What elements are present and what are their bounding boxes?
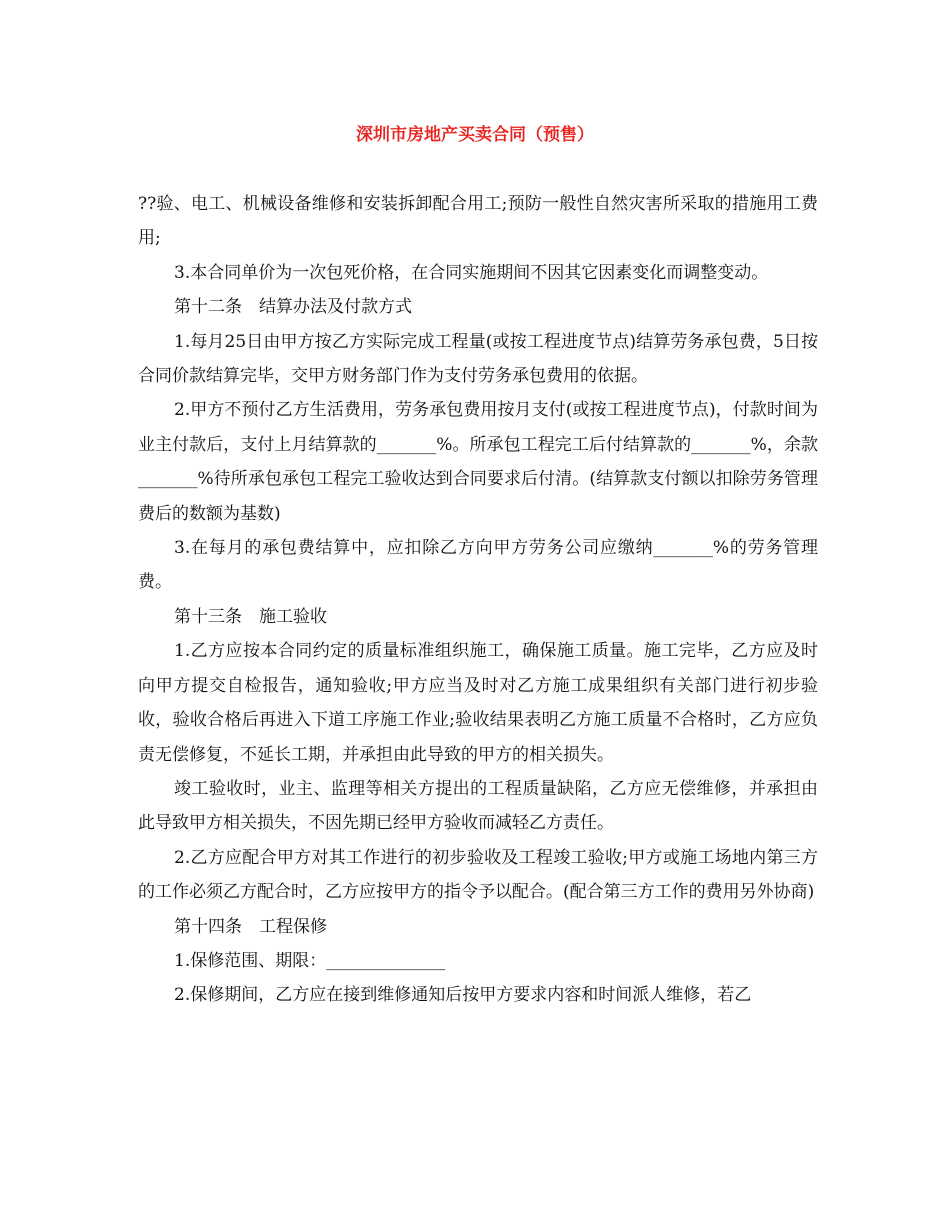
paragraph: 2.乙方应配合甲方对其工作进行的初步验收及工程竣工验收;甲方或施工场地内第三方的工作必须乙方配合时，乙方应按甲方的指令予以配合。(配合第三方工作的费用另外协商) (138, 847, 818, 903)
paragraph: 3.在每月的承包费结算中，应扣除乙方向甲方劳务公司应缴纳_______%的劳务管理费。 (138, 538, 818, 593)
document-body (138, 187, 818, 1013)
document-title: 深圳市房地产买卖合同（预售） (356, 125, 594, 145)
paragraph: 1.保修范围、期限：______________ (174, 950, 446, 971)
section-heading: 第十四条 工程保修 (174, 916, 327, 937)
paragraph: 2.甲方不预付乙方生活费用，劳务承包费用按月支付(或按工程进度节点)，付款时间为业主付款后，支付上月结算款的_______%。所承包工程完工后付结算款的_______%，余款_______%待所承包承包工程完工验收达到合同要求后付清。(结算款支付额以扣除劳务管理费后的数额为基数) (138, 400, 818, 524)
section-heading: 第十三条 施工验收 (174, 606, 327, 627)
paragraph: 竣工验收时，业主、监理等相关方提出的工程质量缺陷，乙方应无偿维修，并承担由此导致甲方相关损失，不因先期已经甲方验收而减轻乙方责任。 (138, 778, 818, 834)
paragraph: ??验、电工、机械设备维修和安装拆卸配合用工;预防一般性自然灾害所采取的措施用工费用; (138, 194, 818, 249)
paragraph: 3.本合同单价为一次包死价格，在合同实施期间不因其它因素变化而调整变动。 (174, 262, 769, 283)
section-heading: 第十二条 结算办法及付款方式 (174, 297, 412, 318)
paragraph: 1.乙方应按本合同约定的质量标准组织施工，确保施工质量。施工完毕，乙方应及时向甲方提交自检报告，通知验收;甲方应当及时对乙方施工成果组织有关部门进行初步验收，验收合格后再进入下道工序施工作业;验收结果表明乙方施工质量不合格时，乙方应负责无偿修复，不延长工期，并承担由此导致的甲方的相关损失。 (138, 641, 818, 765)
paragraph: 2.保修期间，乙方应在接到维修通知后按甲方要求内容和时间派人维修，若乙 (174, 985, 752, 1006)
paragraph: 1.每月25日由甲方按乙方实际完成工程量(或按工程进度节点)结算劳务承包费，5日按合同价款结算完毕，交甲方财务部门作为支付劳务承包费用的依据。 (138, 331, 818, 387)
